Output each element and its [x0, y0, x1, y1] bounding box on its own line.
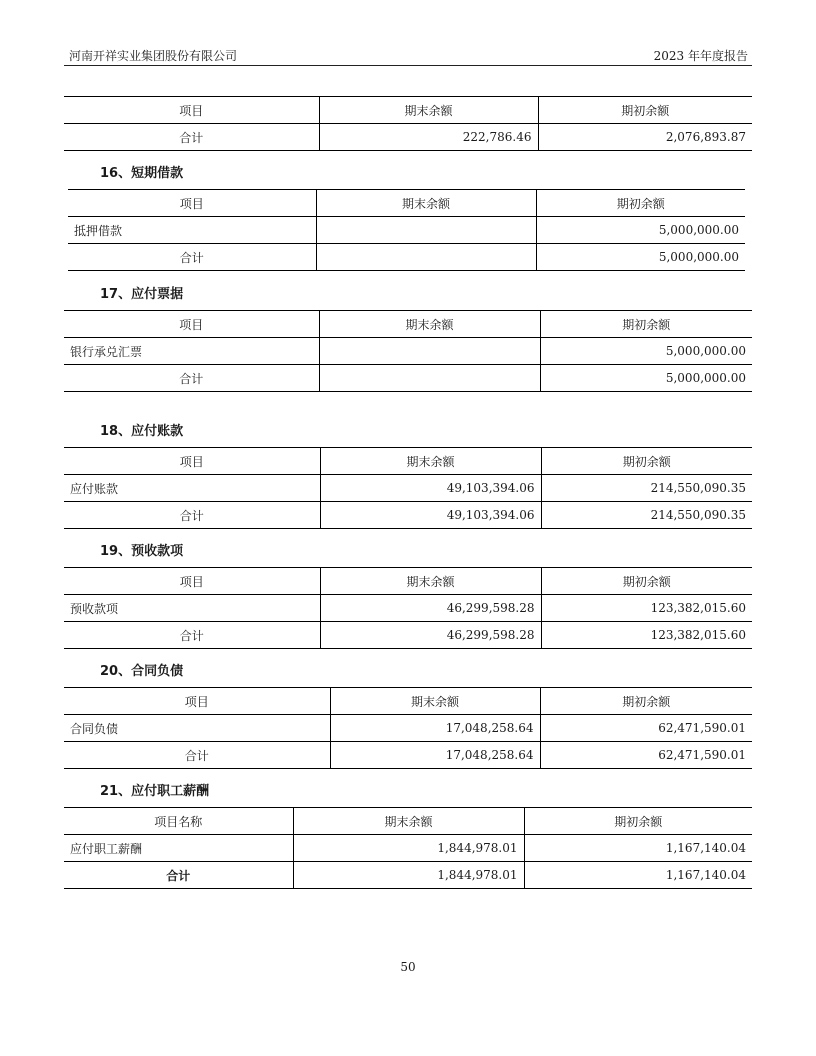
- section-title-short-term-borrowings: 16、短期借款: [100, 166, 184, 181]
- table-advance-receipts: [64, 567, 752, 649]
- table-row: [68, 217, 745, 244]
- row-label: 合计: [64, 365, 319, 392]
- closing-balance: 222,786.46: [319, 124, 538, 151]
- section-title-contract-liabilities: 20、合同负债: [100, 664, 184, 679]
- header-item: 项目: [64, 568, 320, 595]
- header-closing-balance: 期末余额: [320, 448, 541, 475]
- header-item: 项目: [64, 97, 319, 124]
- row-label: 合计: [64, 502, 320, 529]
- header-opening-balance: 期初余额: [541, 568, 752, 595]
- opening-balance: 1,167,140.04: [524, 862, 752, 889]
- opening-balance: 5,000,000.00: [536, 217, 745, 244]
- section-title-advance-receipts: 19、预收款项: [100, 544, 184, 559]
- header-opening-balance: 期初余额: [540, 311, 752, 338]
- header-closing-balance: 期末余额: [320, 568, 541, 595]
- opening-balance: 123,382,015.60: [541, 595, 752, 622]
- table-employee-compensation: [64, 807, 752, 889]
- closing-balance: [316, 244, 536, 271]
- table-row-total: [64, 124, 752, 151]
- row-label: 合计: [64, 742, 330, 769]
- row-label: 合计: [68, 244, 316, 271]
- row-label: 银行承兑汇票: [64, 338, 319, 365]
- header-item: 项目: [64, 688, 330, 715]
- header-closing-balance: 期末余额: [293, 808, 524, 835]
- table-contract-liabilities: [64, 687, 752, 769]
- header-opening-balance: 期初余额: [541, 448, 752, 475]
- header-closing-balance: 期末余额: [319, 311, 540, 338]
- section-title-notes-payable: 17、应付票据: [100, 287, 184, 302]
- table-row: [64, 595, 752, 622]
- row-label: 合计: [64, 862, 293, 889]
- table-header-row: [64, 808, 752, 835]
- table-row-total: [64, 622, 752, 649]
- opening-balance: 214,550,090.35: [541, 475, 752, 502]
- table-row-total: [64, 862, 752, 889]
- opening-balance: 62,471,590.01: [540, 715, 752, 742]
- header-closing-balance: 期末余额: [330, 688, 540, 715]
- opening-balance: 1,167,140.04: [524, 835, 752, 862]
- table-short-term-borrowings: [68, 189, 745, 271]
- table-accounts-payable: [64, 447, 752, 529]
- header-opening-balance: 期初余额: [536, 190, 745, 217]
- opening-balance: 62,471,590.01: [540, 742, 752, 769]
- header-item: 项目: [64, 311, 319, 338]
- closing-balance: 49,103,394.06: [320, 475, 541, 502]
- header-opening-balance: 期初余额: [524, 808, 752, 835]
- table-header-row: [64, 448, 752, 475]
- closing-balance: [316, 217, 536, 244]
- closing-balance: 17,048,258.64: [330, 742, 540, 769]
- opening-balance: 214,550,090.35: [541, 502, 752, 529]
- table-row: [64, 715, 752, 742]
- closing-balance: [319, 338, 540, 365]
- company-name: 河南开祥实业集团股份有限公司: [69, 49, 238, 63]
- page-header: [64, 46, 752, 66]
- table-header-row: [64, 97, 752, 124]
- row-label: 应付职工薪酬: [64, 835, 293, 862]
- table-row-total: [64, 742, 752, 769]
- row-label: 合计: [64, 622, 320, 649]
- row-label: 应付账款: [64, 475, 320, 502]
- table-row-total: [64, 365, 752, 392]
- opening-balance: 2,076,893.87: [538, 124, 752, 151]
- table-row: [64, 835, 752, 862]
- table-header-row: [68, 190, 745, 217]
- report-title: 2023 年年度报告: [653, 49, 748, 63]
- row-label: 合计: [64, 124, 319, 151]
- opening-balance: 123,382,015.60: [541, 622, 752, 649]
- header-item: 项目: [68, 190, 316, 217]
- header-item: 项目: [64, 448, 320, 475]
- header-item-name: 项目名称: [64, 808, 293, 835]
- header-closing-balance: 期末余额: [316, 190, 536, 217]
- table-row-total: [68, 244, 745, 271]
- table-header-row: [64, 568, 752, 595]
- opening-balance: 5,000,000.00: [540, 365, 752, 392]
- section-title-employee-compensation: 21、应付职工薪酬: [100, 784, 210, 799]
- header-closing-balance: 期末余额: [319, 97, 538, 124]
- closing-balance: [319, 365, 540, 392]
- opening-balance: 5,000,000.00: [540, 338, 752, 365]
- closing-balance: 49,103,394.06: [320, 502, 541, 529]
- table-row-total: [64, 502, 752, 529]
- closing-balance: 1,844,978.01: [293, 835, 524, 862]
- row-label: 抵押借款: [68, 217, 316, 244]
- table-row: [64, 475, 752, 502]
- table-header-row: [64, 311, 752, 338]
- header-opening-balance: 期初余额: [538, 97, 752, 124]
- closing-balance: 46,299,598.28: [320, 622, 541, 649]
- page-number: 50: [400, 960, 416, 974]
- opening-balance: 5,000,000.00: [536, 244, 745, 271]
- row-label: 合同负债: [64, 715, 330, 742]
- table-header-row: [64, 688, 752, 715]
- table-notes-payable: [64, 310, 752, 392]
- closing-balance: 46,299,598.28: [320, 595, 541, 622]
- closing-balance: 17,048,258.64: [330, 715, 540, 742]
- header-opening-balance: 期初余额: [540, 688, 752, 715]
- section-title-accounts-payable: 18、应付账款: [100, 424, 184, 439]
- table-row: [64, 338, 752, 365]
- table-continued: [64, 96, 752, 151]
- row-label: 预收款项: [64, 595, 320, 622]
- closing-balance: 1,844,978.01: [293, 862, 524, 889]
